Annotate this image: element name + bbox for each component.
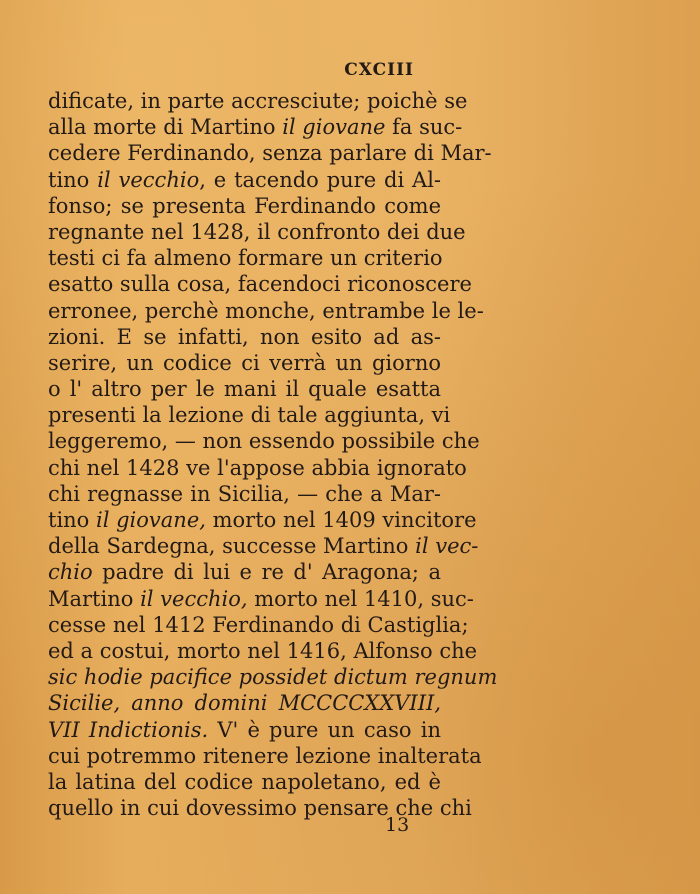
text-segment: alla morte di Martino [48,115,283,140]
italic-text: il giovane [282,115,386,140]
body-text [48,88,498,821]
text-line [48,114,463,140]
text-line [48,428,480,454]
text-line [48,612,469,638]
page-number-header: CXCIII [344,60,414,80]
text-line [48,586,474,612]
text-segment: fonso; se presenta Ferdinando come [48,193,441,218]
text-segment: chi regnasse in Sicilia, — che a Mar- [48,481,441,506]
text-segment: leggeremo, — non essendo possibile che [48,429,480,454]
text-line [48,769,441,795]
text-segment: chi nel 1428 ve l'appose abbia ignorato [48,455,467,480]
text-segment: tino [48,508,96,532]
text-line [48,481,441,507]
text-segment: morto nel 1409 vincitore [205,508,477,532]
text-segment: padre di lui e re d' Aragona; a [92,560,441,585]
text-line [48,690,441,716]
text-segment: zioni. E se infatti, non esito ad as- [48,324,441,349]
text-segment: morto nel 1410, suc- [247,586,474,611]
signature-mark: 13 [385,814,410,836]
text-line [48,271,472,297]
text-line [48,193,441,219]
text-line [48,455,467,481]
italic-text: sic hodie pacifice possidet dictum regnum [48,665,498,690]
text-line [48,350,441,376]
text-segment: dificate, in parte accresciute; poichè se [48,89,468,113]
text-segment: V' è pure un caso in [208,717,441,742]
text-line [48,638,478,664]
italic-text: Sicilie, anno domini MCCCCXXVIII, [48,691,441,716]
text-segment: esatto sulla cosa, facendoci riconoscere [48,272,472,297]
italic-text: il vec- [415,534,479,559]
text-line [48,140,492,166]
text-line [48,559,441,585]
italic-text: chio [48,560,93,585]
text-segment: quello in cui dovessimo pensare che chi [48,796,472,821]
text-segment: serire, un codice ci verrà un giorno [48,350,441,375]
text-line [48,507,477,533]
text-segment: regnante nel 1428, il confronto dei due [48,219,466,244]
text-line [48,167,441,193]
text-segment: cesse nel 1412 Ferdinando di Castiglia; [48,612,469,637]
text-segment: della Sardegna, successe Martino [48,534,416,559]
italic-text: il vecchio, [140,586,248,611]
text-line [48,376,441,402]
text-segment: la latina del codice napoletano, ed è [48,769,441,794]
text-line [48,664,498,690]
text-line [48,795,472,821]
text-segment: fa suc- [385,115,463,140]
text-line [48,402,451,428]
text-segment: testi ci fa almeno formare un criterio [48,246,443,271]
text-segment: o l' altro per le mani il quale esatta [48,377,441,402]
italic-text: il giovane, [96,508,206,532]
text-segment: erronee, perchè monche, entrambe le le- [48,298,484,323]
text-segment: tino [48,167,98,192]
text-segment: , e tacendo pure di Al- [199,167,442,192]
text-line [48,298,484,324]
text-line [48,219,466,245]
italic-text: VII Indictionis. [48,717,209,742]
text-line [48,88,468,114]
text-line [48,245,441,271]
text-segment: Martino [48,586,141,611]
text-segment: cedere Ferdinando, senza parlare di Mar- [48,141,492,166]
text-segment: presenti la lezione di tale aggiunta, vi [48,403,451,428]
text-segment: ed a costui, morto nel 1416, Alfonso che [48,638,478,663]
text-line [48,533,479,559]
text-line [48,324,441,350]
italic-text: il vecchio [97,167,200,192]
text-segment: cui potremmo ritenere lezione inalterata [48,743,482,768]
text-line [48,717,441,743]
text-line [48,743,482,769]
